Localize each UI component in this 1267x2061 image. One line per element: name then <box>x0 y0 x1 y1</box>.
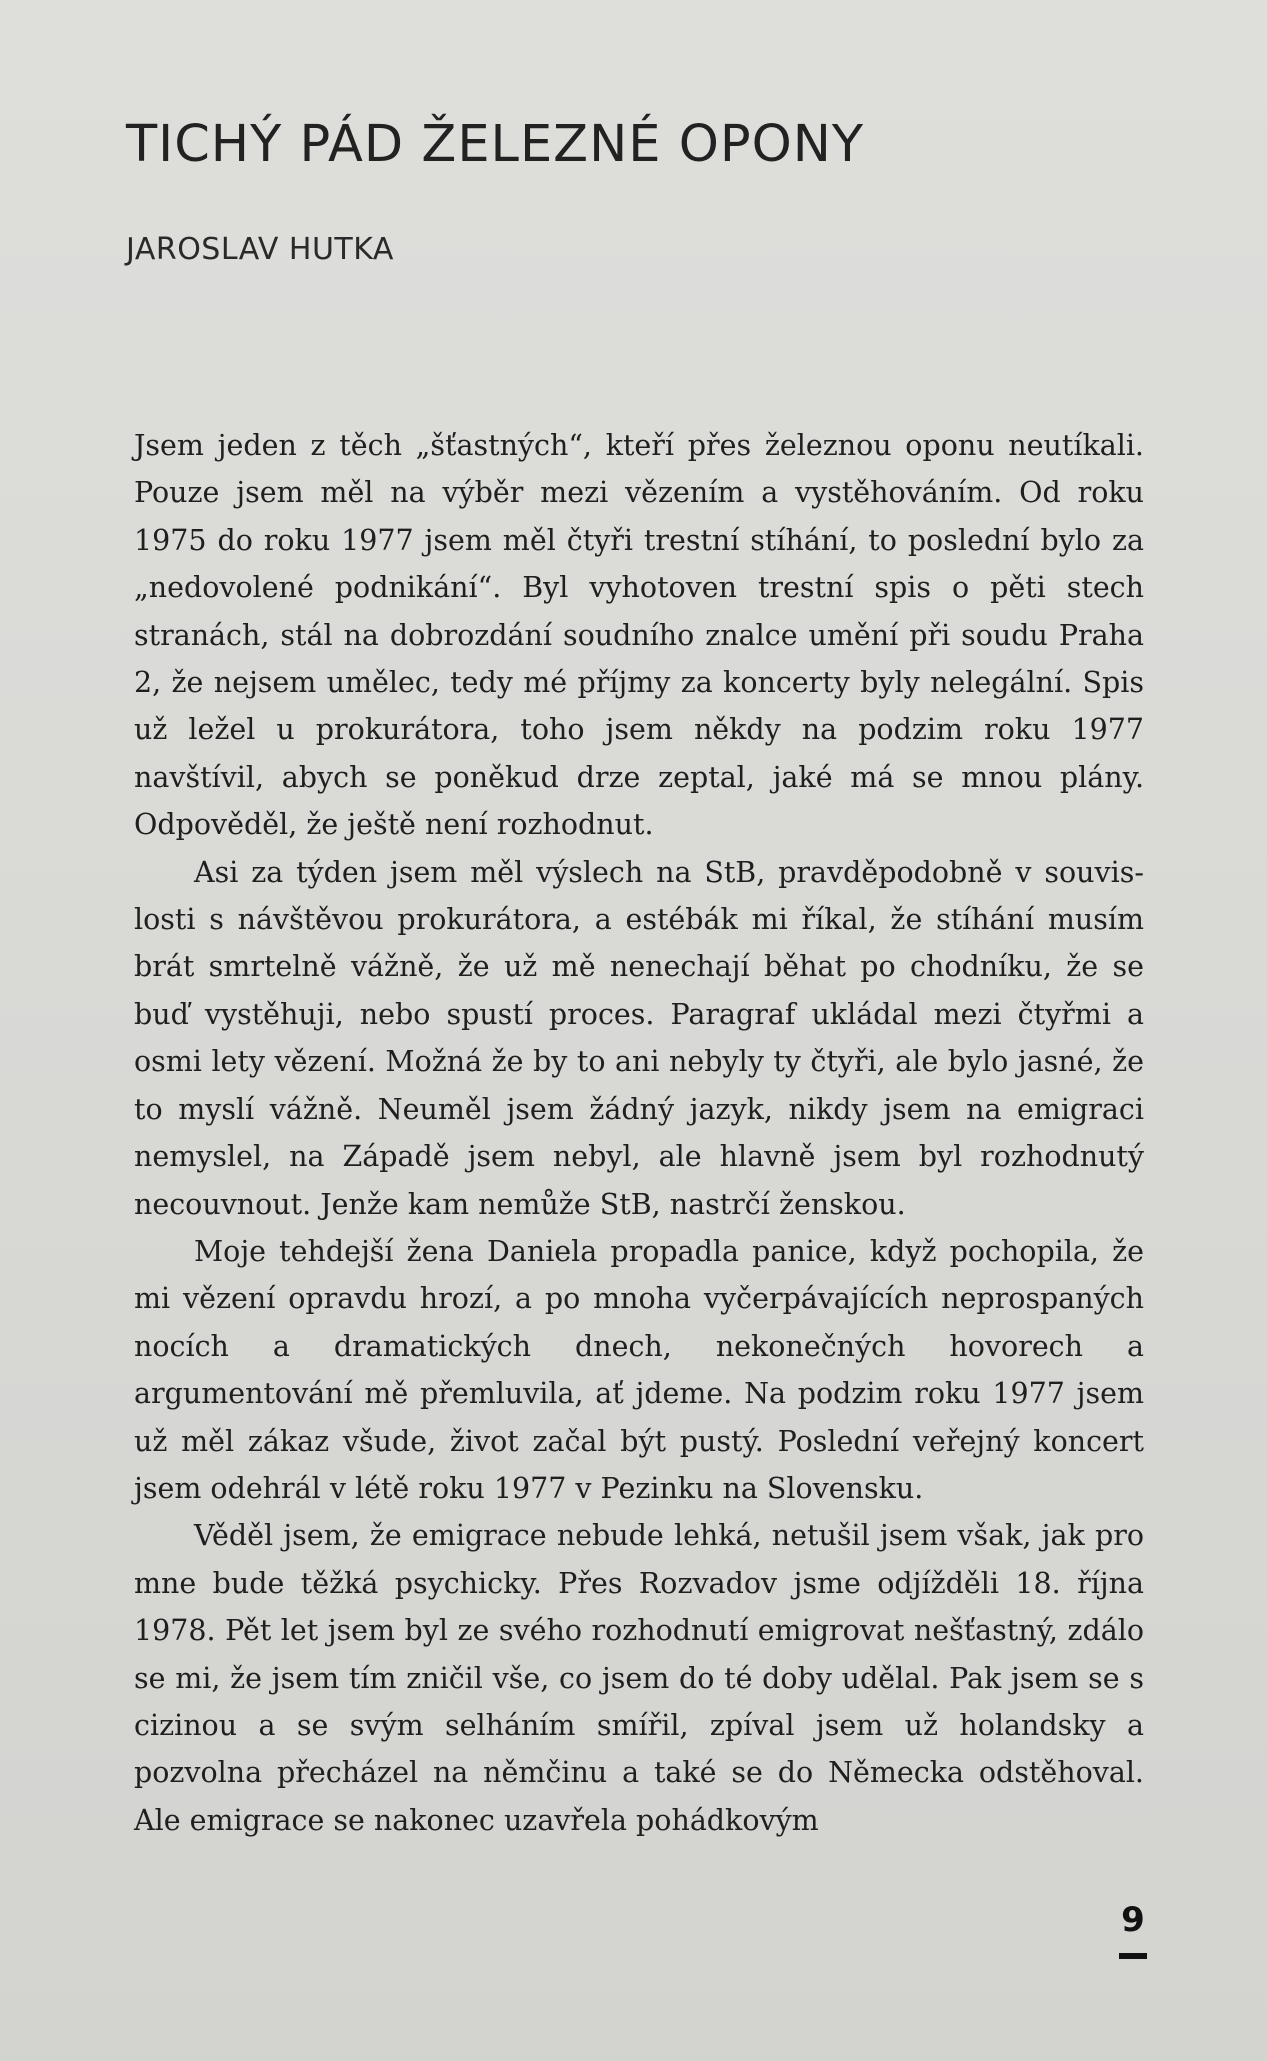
paragraph-4: Věděl jsem, že emigrace nebude lehká, netušil jsem však, jak pro mne bude těžká psychicky. Přes Rozvadov jsme odjížděli 18. října 1978. Pět let jsem byl ze svého rozhodnutí emigrovat nešťastný, zdálo se mi, že jsem tím zničil vše, co jsem do té doby udělal. Pak jsem se s cizinou a se svým selháním smířil, zpíval jsem už holandsky a pozvolna přecházel na němčinu a také se do Německa odstěhoval. Ale emigrace se nakonec uzavřela pohádkovým <box>134 1519 1144 1837</box>
paragraph-3: Moje tehdejší žena Daniela propadla panice, když pochopila, že mi vězení opravdu hrozí, a po mnoha vyčerpávajících neprospaných nocích a dramatických dnech, nekonečných hovorech a argumentování mě přemluvila, ať jdeme. Na podzim roku 1977 jsem už měl zákaz všude, život začal být pustý. Poslední veřejný koncert jsem odehrál v létě roku 1977 v Pezinku na Slovensku. <box>134 1234 1144 1505</box>
page-number: 9 <box>1121 1900 1145 1940</box>
body-text <box>134 422 1144 1844</box>
author-name: JAROSLAV HUTKA <box>126 232 394 267</box>
chapter-title: TICHÝ PÁD ŽELEZNÉ OPONY <box>126 115 865 174</box>
paragraph-1: Jsem jeden z těch „šťastných“, kteří přes železnou oponu neutíkali. Pouze jsem měl na výběr mezi vězením a vystěhováním. Od roku 1975 do roku 1977 jsem měl čtyři trestní stíhání, to poslední bylo za „nedovolené podnikání“. Byl vyhotoven trestní spis o pěti stech stranách, stál na dobrozdání soudního znalce umění při soudu Praha 2, že nejsem umělec, tedy mé příjmy za koncerty byly nelegální. Spis už ležel u prokurátora, toho jsem někdy na podzim roku 1977 navštívil, abych se poněkud drze zeptal, jaké má se mnou plány. Odpověděl, že ještě není rozhodnut. <box>134 429 1144 842</box>
page-number-underline <box>1119 1953 1147 1959</box>
paragraph-2: Asi za týden jsem měl výslech na StB, pravděpodobně v souvislosti s návštěvou prokurátora, a estébák mi říkal, že stíhání musím brát smrtelně vážně, že už mě nenechají běhat po chodníku, že se buď vystěhuji, nebo spustí proces. Paragraf ukládal mezi čtyřmi a osmi lety vězení. Možná že by to ani nebyly ty čtyři, ale bylo jasné, že to myslí vážně. Neuměl jsem žádný jazyk, nikdy jsem na emigraci nemyslel, na Západě jsem nebyl, ale hlavně jsem byl rozhodnutý necouvnout. Jenže kam nemůže StB, nastrčí ženskou. <box>134 855 1144 1221</box>
